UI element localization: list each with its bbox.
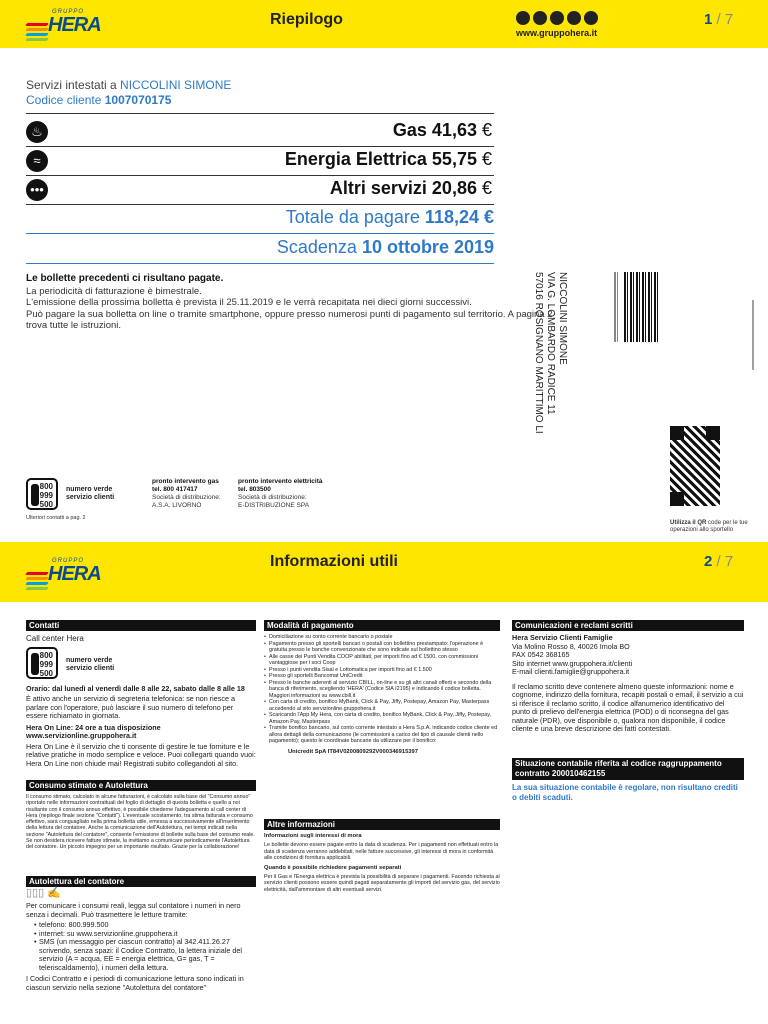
qr-caption: Utilizza il QR code per le tue operazioni allo sportello	[670, 520, 748, 533]
energy-icon	[550, 11, 564, 25]
barcode-strip	[614, 272, 618, 342]
contatti-section: Contatti Call center Hera 800 999 500 numero verde servizio clienti Orario: dal lunedì al venerdì dalle 8 alle 22, sabato dalle 8 alle 18 È attivo anche un servizio di segreteria telefonica: se non riesce a parlare con l'operatore, può lasciare il suo numero di telefono per essere richiamato in giornata. Hera On Line: 24 ore a tua disposizione www.servizionline.gruppohera.it Hera On Line è il servizio che ti consente di gestire le tue forniture e le relative pratiche in modo semplice e veloce. Puoi collegarti quando vuoi: Hera On Line non chiude mai! Registrati subito collegandoti al sito.	[26, 621, 256, 768]
recipient-address: NICCOLINI SIMONE VIA G. LOMBARDO RADICE 11 57016 ROSIGNANO MARITTIMO LI	[533, 272, 568, 434]
codice-cliente: Codice cliente 1007070175	[26, 93, 172, 107]
altri-row: ••• Altri servizi 20,86 €	[26, 176, 494, 204]
barcode-strip	[752, 300, 755, 370]
numero-verde[interactable]: 800 999 500 numero verde servizio clienti	[26, 478, 58, 510]
water-icon	[516, 11, 530, 25]
iban: Unicredit SpA IT84V0200809292V000346915397	[288, 748, 418, 755]
hera-logo: GRUPPO HERA	[26, 9, 96, 41]
comunicazioni-section: Comunicazioni e reclami scritti Hera Servizio Clienti Famiglie Via Molino Rosso 8, 40026 Imola BO FAX 0542 368165 Sito internet www.gruppohera.it/clienti E-mail clienti.famiglie@gruppohera.it Il reclamo scritto deve contenere almeno queste informazioni: nome e cognome, indirizzo della fornitura, recapiti postali o email, il servizio a cui si riferisce il reclamo scritto, il codice alfanumerico identificativo del punto di prelievo dell'energia elettrica (POD) o di riconsegna del gas naturale (PDR), ove disponibile o, qualora non disponibile, il codice cliente e una breve descrizione dei fatti contestati.	[512, 621, 744, 733]
page1-header	[0, 0, 768, 48]
flame-icon	[533, 11, 547, 25]
flame-icon: ♨	[26, 121, 48, 143]
hera-logo: GRUPPO HERA	[26, 558, 96, 590]
consumo-section: Consumo stimato e Autolettura Il consumo stimato, calcolato in alcune fatturazioni, è calcolato sulla base del "Consumo annuo" riportato nelle informazioni contrattuali del foglio di dettaglio di questa bolletta e quello a noi risultante con il consumo annuo effettivo, è possibile chiederne l'adeguamento al call center di Hera (riepilogo finale sezione "Contatti"). L'eventuale scostamento, tra stima fatturata e consumo effettivo, sarà conguagliato nella prima bolletta utile, emessa a successivamente all'inserimento della lettura del contatore. Anche la comunicazione dell'Autolettura, nei tempi indicati nella sezione "Autolettura del contatore", consente l'emissione di bollette sulla base del consumo reale. Se non desidera ricevere fatture stimate, la invitiamo a comunicare periodicamente l'Autolettura del contatore. Un piccolo impegno per un importante risultato. Grazie per la collaborazione!	[26, 781, 255, 851]
ulteriori-contatti: Ulteriori contatti a pag. 2	[26, 515, 86, 521]
gas-row: ♨ Gas 41,63 €	[26, 118, 494, 146]
electric-emergency: pronto intervento elettricità tel. 803500 Società di distribuzione: E-DISTRIBUZIONE SPA	[238, 478, 323, 509]
autolettura-section: Autolettura del contatore ▯▯▯ ✍ Per comunicare i consumi reali, legga sul contatore i numeri in nero senza i decimali. Può trasmettere le letture tramite: • telefono: 800.999.500 • internet: su www.servizionline.gruppohera.it • SMS (un messaggio per ciascun contratto) al 342.411.26.27 scrivendo, senza spazi: il Codice Contratto, la lettera iniziale del servizio (A = acqua, EE = energia elettrica, G= gas, T = teleriscaldamento), i numeri della lettura. I Codici Contratto e i periodi di comunicazione lettura sono indicati in ciascun servizio nella sezione "Autolettura del contatore"	[26, 876, 256, 994]
website: www.gruppohera.it	[516, 28, 598, 38]
phone-icon: 800 999 500	[26, 647, 58, 679]
service-icons	[516, 11, 598, 25]
datamatrix-barcode	[624, 272, 660, 342]
gas-emergency: pronto intervento gas tel. 800 417417 Società di distribuzione: A.S.A. LIVORNO	[152, 478, 221, 509]
dots-icon: •••	[26, 179, 48, 201]
energy-icon: ≈	[26, 150, 48, 172]
pencil-icon: ▯▯▯ ✍	[26, 887, 61, 899]
page2-header	[0, 542, 768, 602]
modalita-section: Modalità di pagamento • Domiciliazione su conto corrente bancario o postale • Pagamento presso gli sportelli bancari o postali con bollettino prestampato: l'operazione è gratuita presso le banche convenzionate che sono indicate sul bollettino stesso • Alle casse dei Punti Vendita COOP abilitati, per importi fino ad € 1500, con commissioni vantaggiose per i soci Coop • Presso i punti vendita Sisal e Lottomatica per importi fino ad € 1.500 • Presso gli sportelli Bancomat UniCredit • Presso le banche aderenti al servizio CBILL, on-line e su gli altri canali offerti e secondo della banca di riferimento, scegliendo 'HERA' (Codice SIA I2195) e indicando il codice bolletta. Maggiori informazioni su www.cbill.it • Con carta di credito, bonifico MyBank, Click & Pay, Jiffy, Postepay, Amazon Pay, Masterpass accedendo al sito servizionline.gruppohera.it • Scaricando l'App My Hera, con carta di credito, bonifico MyBank, Click & Pay, Jiffy, Postepay, Amazon Pay, Masterpass • Tramite bonifico bancario, sul conto corrente intestato a Hera S.p.A. indicando codice cliente ed allora dettagli della comunicazione (le commissioni a carico del tipo di causale clienti nello pagamento); questo le coordinate bancarie da utilizzare per il bonifico: Unicredit SpA IT84V0200809292V000346915397	[264, 620, 500, 758]
totale: Totale da pagare 118,24 €	[285, 207, 494, 227]
energia-row: ≈ Energia Elettrica 55,75 €	[26, 147, 494, 175]
page-title: Informazioni utili	[270, 553, 398, 570]
scadenza: Scadenza 10 ottobre 2019	[276, 237, 494, 257]
page-number: 1 / 7	[704, 11, 734, 28]
recycle-icon	[567, 11, 581, 25]
qr-code[interactable]	[670, 426, 720, 506]
bill-message: Le bollette precedenti ci risultano pagate. La periodicità di fatturazione è bimestrale. L'emissione della prossima bolletta è prevista il 25.11.2019 e le verrà recapitata nei dieci giorni successivi. Può pagare la sua bolletta on line o tramite smartphone, oppure presso numerosi punti di pagamento sul territorio. A pagina 2 trova tutte le istruzioni.	[26, 273, 553, 331]
waste-icon	[584, 11, 598, 25]
phone-icon: 800 999 500	[26, 478, 58, 510]
page-title: Riepilogo	[270, 11, 343, 28]
intestatario: Servizi intestati a NICCOLINI SIMONE	[26, 78, 232, 92]
situazione-section: Situazione contabile riferita al codice raggruppamento contratto 200010462155 La sua situazione contabile è regolare, non risultano crediti o debiti scaduti.	[512, 758, 744, 805]
altre-info-section: Altre informazioni Informazioni sugli interessi di mora Le bollette devono essere pagate entro la data di scadenza. Per i pagamenti non effettuati entro la data di scadenza verranno addebitati, nelle fatture successive, gli interessi di mora in conformità alle condizioni di fornitura applicabili. Quando è possibile richiedere pagamenti separati Per il Gas e l'Energia elettrica è prevista la possibilità di separare i pagamenti. Facendo richiesta al servizio clienti possono essere quindi pagati separatamente gli importi del servizio gas, del servizio elettricità, dall'ammontare di altri eventuali servizi.	[264, 820, 500, 893]
page-number: 2 / 7	[704, 553, 734, 570]
